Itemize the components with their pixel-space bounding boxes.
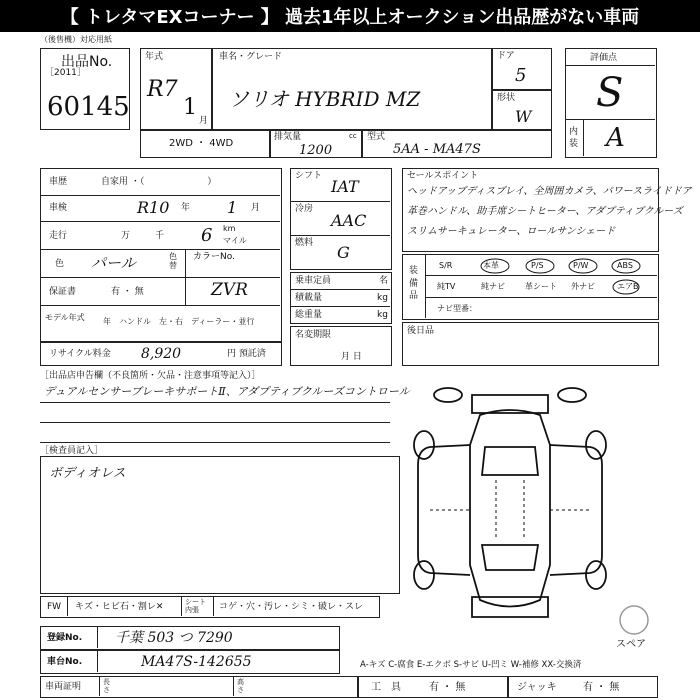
displacement-value: 1200 [299,143,333,158]
type-value: 5AA - MA47S [393,142,481,157]
chassis-value: MA47S-142655 [141,654,252,670]
tools-value: 有 ・ 無 [429,682,466,693]
inspection-month-unit: 月 [251,203,261,213]
doors-label: ドア [497,51,515,61]
equip-ext-navi: 外ナビ [571,282,595,291]
fw-box [40,596,380,618]
color-sub-label: 色替 [169,252,177,270]
registration-label: 登録No. [47,633,83,643]
color-label: 色 [55,259,65,269]
car-condition-diagram [410,385,610,625]
equip-navi: 純ナビ [481,282,505,291]
capacity-label: 乗車定員 [295,276,332,286]
notes-value: デュアルセンサーブレーキサポートⅡ、アダプティブクルーズコントロール [44,385,410,398]
interior-value: A [606,123,625,153]
color-no-value: ZVR [211,280,248,300]
equipment-label: 装備品 [409,266,419,302]
car-name-value: ソリオ HYBRID MZ [229,87,421,111]
spare-label: スペア [616,639,646,650]
equip-abs: ABS [617,261,633,270]
cooler-value: AAC [331,211,367,230]
equip-airbag: エアB [617,282,639,291]
registration-box [40,626,340,650]
model-hand-label: モデル年式 [45,313,85,322]
notes-label: ［出品店申告欄（不良箇所・欠品・注意事項等記入）］ [40,371,261,381]
inspection-value: R10 [137,198,170,217]
equip-navi-model: ナビ型番： [437,304,477,313]
load-unit: kg [377,293,388,303]
fw-label: FW [47,602,62,612]
tools-box [358,676,508,698]
color-value: パール [91,254,136,272]
seat-value: コゲ・穴・汚レ・シミ・破レ・スレ [219,602,364,612]
model-year-label: 年式 [145,52,164,62]
chassis-box [40,650,340,674]
spare-tire-icon [618,604,650,636]
interior-label: 内装 [569,127,579,149]
car-name-label: 車名・グレード [219,52,283,62]
equip-leather: 本革 [483,261,499,270]
registration-value: 千葉 503 つ 7290 [115,630,233,646]
jack-box [508,676,658,698]
lot-box [40,48,130,130]
weight-label: 総重量 [295,310,323,320]
auction-banner [0,0,700,32]
sales-line-3: スリムサーキュレーター、ロールサンシェード [407,226,616,237]
equip-pw: P/W [573,261,589,270]
chassis-label: 車台No. [47,657,83,667]
mileage-unit-mile: マイル [223,236,247,245]
color-no-label: カラーNo. [193,252,235,262]
banner-text: 【 トレタマEXコーナー 】 過去1年以上オークション出品歴がない車両 [60,7,640,28]
displacement-label: 排気量 [274,132,302,142]
model-year-value: R7 [147,77,178,102]
type-box [362,130,552,158]
expiry-box [290,326,392,366]
warranty-value: 有 ・ 無 [111,287,144,297]
equip-tv: 純TV [437,282,456,291]
recycle-value: 8,920 [141,346,182,362]
sales-line-2: 革巻ハンドル、助手席シートヒーター、アダプティブクルーズ [407,206,683,217]
body-size-box [40,676,358,698]
recycle-box [40,342,282,366]
mileage-label: 走行 [49,231,68,241]
sales-label: セールスポイント [407,171,479,181]
doors-value: 5 [515,65,527,86]
score-box [565,48,657,158]
type-label: 型式 [367,132,386,142]
sales-point-box [402,168,692,252]
shape-box [492,90,552,130]
capacity-unit: 名 [379,276,389,286]
equipment-box [402,254,659,320]
vehicle-info-box [40,168,282,342]
sub-header: （後售機）対応用紙 [40,35,112,44]
drive-value: 2WD ・ 4WD [169,138,234,149]
mileage-sen: 千 [155,231,165,241]
lot-label: 出品No. [61,54,113,70]
seat-label: シート内張 [185,598,206,614]
doors-box [492,48,552,90]
shift-value: IAT [331,177,359,196]
inspection-year-unit: 年 [181,203,191,213]
cooler-label: 冷房 [295,204,314,214]
damage-legend: A-キズ C-腐食 E-エクボ S-サビ U-凹ミ W-補修 XX-交換済 [360,660,582,670]
fuel-label: 燃料 [295,238,314,248]
fuel-value: G [337,243,350,262]
rear-note-box [402,322,659,366]
score-value: S [596,70,624,116]
expiry-unit: 月 日 [341,352,362,362]
equip-ps: P/S [531,261,544,270]
drive-box [140,130,270,158]
recycle-unit: 円 預託済 [227,349,266,359]
inspection-label: 車検 [49,203,68,213]
mileage-unit-km: km [223,224,236,233]
equipment-circle-marks [478,257,658,297]
displacement-box [270,130,362,158]
inspection-month: 1 [227,198,238,217]
sales-line-1: ヘッドアップディスプレイ、全周囲カメラ、パワースライドドア [407,186,692,197]
load-label: 積載量 [295,293,323,303]
history-label: 車歴 [49,177,68,187]
mileage-value: 6 [201,225,213,246]
model-year-box [140,48,212,130]
lot-year-tag: ［2011］ [45,68,86,78]
model-year-month-unit: 月 [199,116,209,126]
rear-note-label: 後日品 [407,326,435,336]
car-name-box [212,48,492,130]
shape-label: 形状 [497,93,516,103]
shape-value: W [515,107,532,126]
length-label: 長さ [103,678,110,694]
expiry-label: 名変期限 [295,330,332,340]
model-year-month: 1 [183,95,197,120]
lot-number: 60145 [47,92,130,122]
score-label: 評価点 [590,53,618,63]
height-label: 高さ [237,678,244,694]
inspector-label: ［検査員記入］ [40,446,104,456]
jack-label: ジャッキ [517,682,557,693]
history-value: 自家用 ・（ ） [101,177,217,187]
recycle-label: リサイクル料金 [49,349,111,359]
fw-value: キズ・ヒビ石・割レ✕ [75,602,164,612]
jack-value: 有 ・ 無 [583,682,620,693]
inspector-box [40,456,400,594]
body-size-label: 車両証明 [45,682,82,692]
shift-label: シフト [295,171,323,181]
capacity-box [290,272,392,324]
equip-sr: S/R [439,261,453,270]
mileage-man: 万 [121,231,131,241]
equip-leather-seat: 革シート [525,282,557,291]
tools-label: 工 具 [371,682,401,693]
inspector-value: ボディオレス [49,466,126,481]
weight-unit: kg [377,310,388,320]
displacement-unit: cc [349,132,357,140]
shift-cooler-fuel-box [290,168,392,270]
model-hand-items: 年 ハンドル 左・右 ディーラー・並行 [103,317,255,326]
warranty-label: 保証書 [49,287,77,297]
